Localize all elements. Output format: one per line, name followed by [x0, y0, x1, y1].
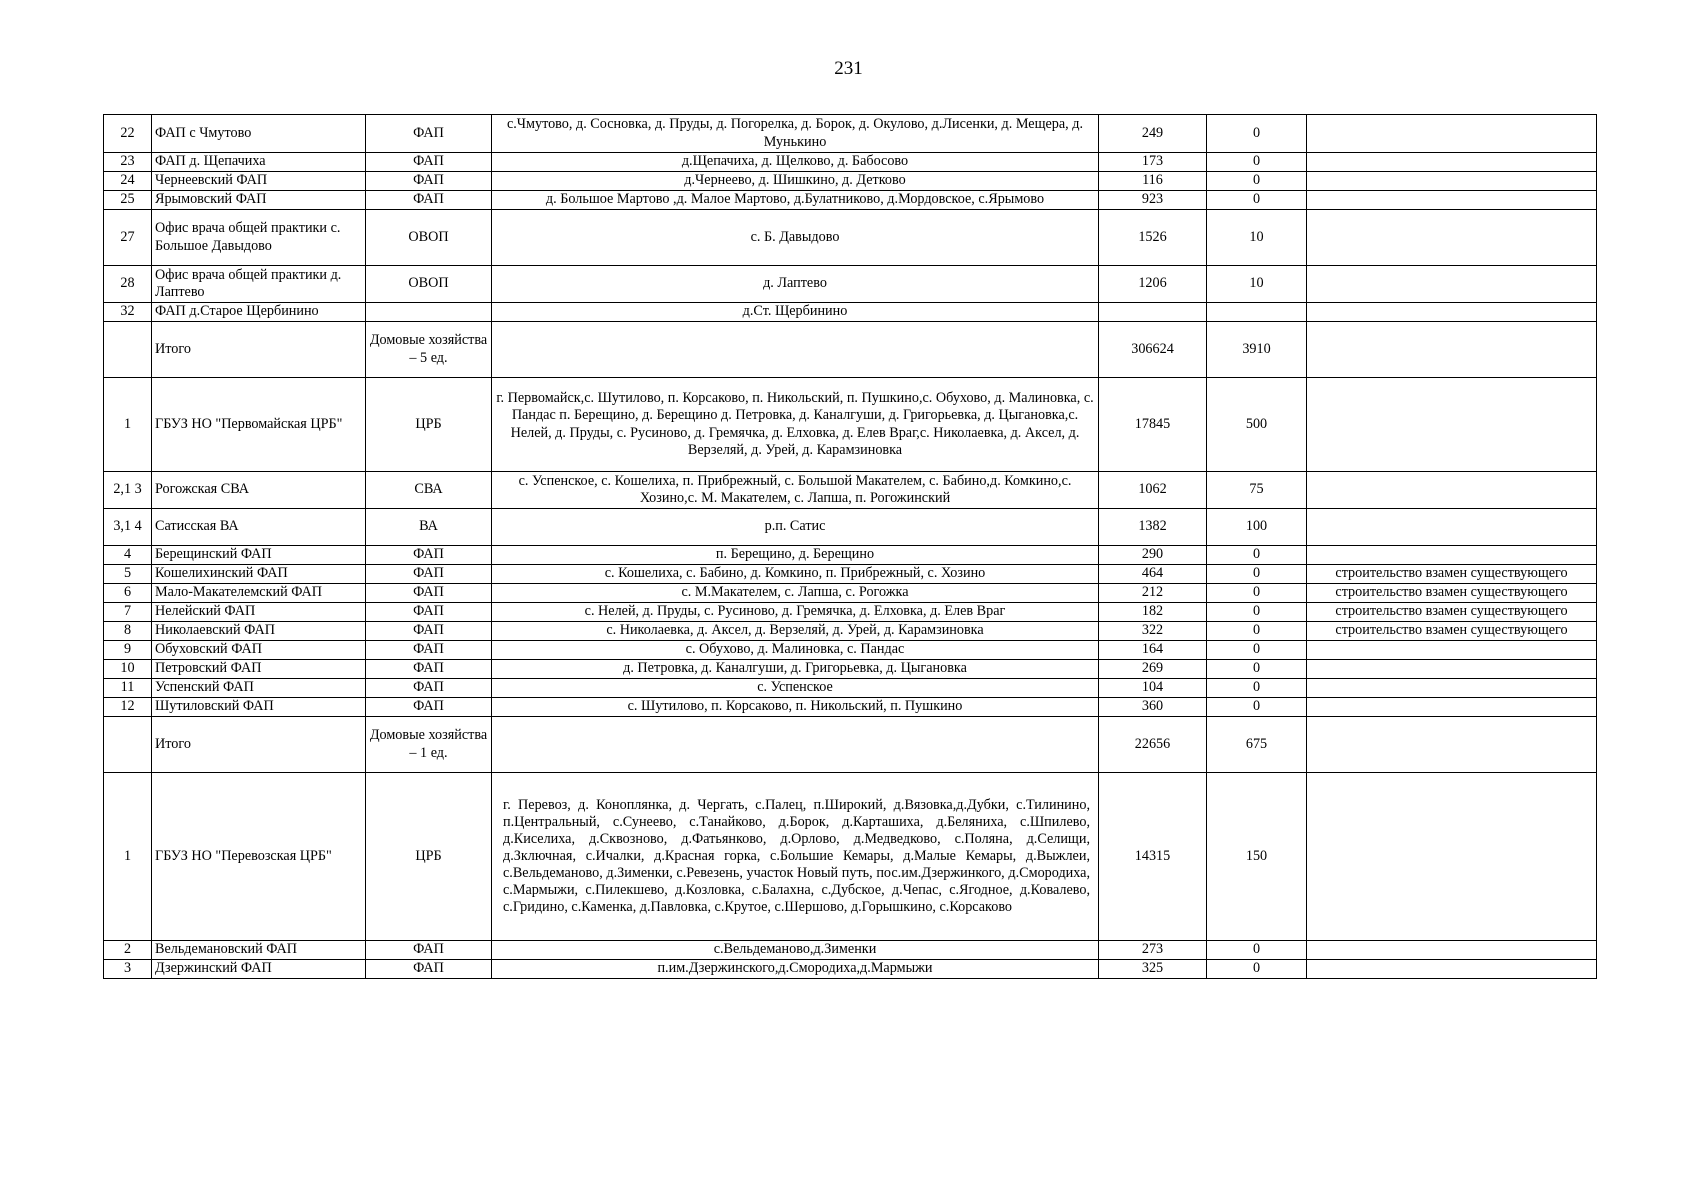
row-number: 23	[104, 153, 152, 172]
facility-type: Домовые хозяйства – 1 ед.	[366, 717, 492, 773]
note-text	[1307, 153, 1597, 172]
note-text	[1307, 266, 1597, 303]
facility-type: ФАП	[366, 641, 492, 660]
facility-name: Берещинский ФАП	[152, 546, 366, 565]
table-row	[104, 191, 1597, 210]
service-area: д.Ст. Щербинино	[492, 303, 1099, 322]
table-row	[104, 773, 1597, 941]
population-value: 1526	[1099, 210, 1207, 266]
beds-value: 150	[1207, 773, 1307, 941]
table-row	[104, 679, 1597, 698]
table-row	[104, 584, 1597, 603]
table-row	[104, 472, 1597, 509]
population-value: 290	[1099, 546, 1207, 565]
service-area: р.п. Сатис	[492, 509, 1099, 546]
note-text	[1307, 322, 1597, 378]
note-text	[1307, 509, 1597, 546]
note-text	[1307, 941, 1597, 960]
note-text	[1307, 210, 1597, 266]
population-value: 182	[1099, 603, 1207, 622]
beds-value: 0	[1207, 941, 1307, 960]
service-area: с. Обухово, д. Малиновка, с. Пандас	[492, 641, 1099, 660]
beds-value: 0	[1207, 641, 1307, 660]
facility-type: Домовые хозяйства – 5 ед.	[366, 322, 492, 378]
service-area: с. М.Макателем, с. Лапша, с. Рогожка	[492, 584, 1099, 603]
row-number: 27	[104, 210, 152, 266]
beds-value: 0	[1207, 546, 1307, 565]
facility-name: Вельдемановский ФАП	[152, 941, 366, 960]
facility-type: ОВОП	[366, 210, 492, 266]
beds-value: 0	[1207, 191, 1307, 210]
note-text: строительство взамен существующего	[1307, 603, 1597, 622]
service-area: с. Успенское, с. Кошелиха, п. Прибрежный, с. Большой Макателем, с. Бабино,д. Комкино,с. Хозино,с. М. Макателем, с. Лапша, п. Рогожинский	[492, 472, 1099, 509]
beds-value	[1207, 303, 1307, 322]
facility-name: Нелейский ФАП	[152, 603, 366, 622]
facility-name: Итого	[152, 717, 366, 773]
beds-value: 0	[1207, 172, 1307, 191]
beds-value: 10	[1207, 210, 1307, 266]
row-number: 3,1 4	[104, 509, 152, 546]
population-value: 249	[1099, 115, 1207, 153]
row-number: 8	[104, 622, 152, 641]
note-text	[1307, 303, 1597, 322]
service-area: д. Большое Мартово ,д. Малое Мартово, д.Булатниково, д.Мордовское, с.Ярымово	[492, 191, 1099, 210]
row-number: 10	[104, 660, 152, 679]
table-row	[104, 941, 1597, 960]
facility-type: ФАП	[366, 546, 492, 565]
population-value: 923	[1099, 191, 1207, 210]
population-value: 22656	[1099, 717, 1207, 773]
facility-type: ФАП	[366, 941, 492, 960]
facility-type: ОВОП	[366, 266, 492, 303]
facility-name: Сатисская ВА	[152, 509, 366, 546]
facility-name: Николаевский ФАП	[152, 622, 366, 641]
beds-value: 100	[1207, 509, 1307, 546]
service-area: д. Петровка, д. Каналгуши, д. Григорьевка, д. Цыгановка	[492, 660, 1099, 679]
table-row	[104, 153, 1597, 172]
service-area: с.Чмутово, д. Сосновка, д. Пруды, д. Погорелка, д. Борок, д. Окулово, д.Лисенки, д. Мещера, д. Мунькино	[492, 115, 1099, 153]
beds-value: 0	[1207, 960, 1307, 979]
table-row	[104, 266, 1597, 303]
service-area: с. Б. Давыдово	[492, 210, 1099, 266]
facility-type: ВА	[366, 509, 492, 546]
population-value: 464	[1099, 565, 1207, 584]
table-row	[104, 378, 1597, 472]
note-text	[1307, 960, 1597, 979]
facility-name: Мало-Макателемский ФАП	[152, 584, 366, 603]
note-text	[1307, 472, 1597, 509]
facility-type: ФАП	[366, 698, 492, 717]
facility-type	[366, 303, 492, 322]
facility-name: Шутиловский ФАП	[152, 698, 366, 717]
table-row	[104, 210, 1597, 266]
service-area: д. Лаптево	[492, 266, 1099, 303]
service-area: с. Успенское	[492, 679, 1099, 698]
note-text	[1307, 378, 1597, 472]
service-area: п.им.Дзержинского,д.Смородиха,д.Мармыжи	[492, 960, 1099, 979]
population-value: 306624	[1099, 322, 1207, 378]
note-text	[1307, 546, 1597, 565]
service-area: г. Первомайск,с. Шутилово, п. Корсаково, п. Никольский, п. Пушкино,с. Обухово, д. Малиновка, с. Пандас п. Берещино, д. Берещино д. Петровка, д. Каналгуши, д. Григорьевка, д. Цыгановка,с. Нелей, д. Пруды, с. Русиново, д. Гремячка, д. Елховка, д. Елев Враг,с. Николаевка, д. Аксел, д. Верзеляй, д. Урей, д. Карамзиновка	[492, 378, 1099, 472]
note-text	[1307, 773, 1597, 941]
table-row	[104, 660, 1597, 679]
row-number: 12	[104, 698, 152, 717]
row-number: 11	[104, 679, 152, 698]
facility-name: Офис врача общей практики с. Большое Давыдово	[152, 210, 366, 266]
row-number: 1	[104, 378, 152, 472]
beds-value: 0	[1207, 565, 1307, 584]
row-number	[104, 322, 152, 378]
page-number: 231	[834, 58, 863, 79]
facility-name: Офис врача общей практики д. Лаптево	[152, 266, 366, 303]
row-number: 22	[104, 115, 152, 153]
population-value: 1206	[1099, 266, 1207, 303]
population-value: 1382	[1099, 509, 1207, 546]
beds-value: 0	[1207, 584, 1307, 603]
row-number	[104, 717, 152, 773]
beds-value: 500	[1207, 378, 1307, 472]
facility-type: ЦРБ	[366, 773, 492, 941]
beds-value: 75	[1207, 472, 1307, 509]
row-number: 3	[104, 960, 152, 979]
service-area: д.Щепачиха, д. Щелково, д. Бабосово	[492, 153, 1099, 172]
beds-value: 0	[1207, 660, 1307, 679]
service-area: с. Кошелиха, с. Бабино, д. Комкино, п. Прибрежный, с. Хозино	[492, 565, 1099, 584]
service-area: п. Берещино, д. Берещино	[492, 546, 1099, 565]
service-area: с. Николаевка, д. Аксел, д. Верзеляй, д. Урей, д. Карамзиновка	[492, 622, 1099, 641]
note-text	[1307, 679, 1597, 698]
table-row	[104, 172, 1597, 191]
population-value: 269	[1099, 660, 1207, 679]
note-text: строительство взамен существующего	[1307, 565, 1597, 584]
population-value: 212	[1099, 584, 1207, 603]
note-text: строительство взамен существующего	[1307, 584, 1597, 603]
row-number: 2,1 3	[104, 472, 152, 509]
table-row	[104, 509, 1597, 546]
service-area: г. Перевоз, д. Коноплянка, д. Чергать, с.Палец, п.Широкий, д.Вязовка,д.Дубки, с.Тилинино, п.Центральный, с.Сунеево, с.Танайково, д.Борок, д.Карташиха, д.Беляниха, с.Шпилево, д.Киселиха, д.Сквозново, д.Фатьянково, д.Орлово, д.Медведково, с.Поляна, д.Селищи, д.Зключная, с.Ичалки, д.Красная горка, с.Большие Кемары, д.Малые Кемары, д.Выжлеи, с.Вельдеманово, д.Зименки, с.Ревезень, участок Новый путь, пос.им.Дзержинкого, д.Смородиха, с.Мармыжи, с.Пилекшево, д.Козловка, с.Балахна, с.Дубское, д.Чепас, с.Ягодное, д.Ковалево, с.Гридино, с.Каменка, д.Павловка, с.Крутое, с.Шершово, д.Горышкино, с.Корсаково	[492, 773, 1099, 941]
note-text	[1307, 641, 1597, 660]
population-value: 173	[1099, 153, 1207, 172]
population-value	[1099, 303, 1207, 322]
row-number: 28	[104, 266, 152, 303]
facility-name: ФАП с Чмутово	[152, 115, 366, 153]
beds-value: 675	[1207, 717, 1307, 773]
row-number: 25	[104, 191, 152, 210]
row-number: 2	[104, 941, 152, 960]
note-text	[1307, 717, 1597, 773]
facility-type: ЦРБ	[366, 378, 492, 472]
beds-value: 0	[1207, 115, 1307, 153]
beds-value: 3910	[1207, 322, 1307, 378]
facility-name: Успенский ФАП	[152, 679, 366, 698]
table-row	[104, 603, 1597, 622]
facility-type: ФАП	[366, 191, 492, 210]
facility-name: Итого	[152, 322, 366, 378]
table-row	[104, 622, 1597, 641]
population-value: 325	[1099, 960, 1207, 979]
table-row	[104, 565, 1597, 584]
service-area	[492, 717, 1099, 773]
service-area: с.Вельдеманово,д.Зименки	[492, 941, 1099, 960]
facility-name: Чернеевский ФАП	[152, 172, 366, 191]
facility-type: ФАП	[366, 603, 492, 622]
facility-name: Кошелихинский ФАП	[152, 565, 366, 584]
note-text	[1307, 660, 1597, 679]
facility-name: ФАП д. Щепачиха	[152, 153, 366, 172]
facility-name: ГБУЗ НО "Первомайская ЦРБ"	[152, 378, 366, 472]
row-number: 24	[104, 172, 152, 191]
row-number: 32	[104, 303, 152, 322]
facility-name: ФАП д.Старое Щербинино	[152, 303, 366, 322]
facility-name: ГБУЗ НО "Перевозская ЦРБ"	[152, 773, 366, 941]
table-row	[104, 960, 1597, 979]
facility-type: ФАП	[366, 115, 492, 153]
beds-value: 0	[1207, 679, 1307, 698]
facility-name: Рогожская СВА	[152, 472, 366, 509]
note-text	[1307, 115, 1597, 153]
population-value: 14315	[1099, 773, 1207, 941]
facility-type: ФАП	[366, 679, 492, 698]
facility-type: ФАП	[366, 660, 492, 679]
row-number: 9	[104, 641, 152, 660]
note-text	[1307, 191, 1597, 210]
row-number: 7	[104, 603, 152, 622]
facility-type: ФАП	[366, 153, 492, 172]
facility-name: Ярымовский ФАП	[152, 191, 366, 210]
population-value: 273	[1099, 941, 1207, 960]
population-value: 116	[1099, 172, 1207, 191]
facility-name: Петровский ФАП	[152, 660, 366, 679]
table-row	[104, 303, 1597, 322]
facility-name: Обуховский ФАП	[152, 641, 366, 660]
table-row	[104, 641, 1597, 660]
table-row	[104, 717, 1597, 773]
note-text: строительство взамен существующего	[1307, 622, 1597, 641]
beds-value: 10	[1207, 266, 1307, 303]
population-value: 322	[1099, 622, 1207, 641]
note-text	[1307, 172, 1597, 191]
beds-value: 0	[1207, 622, 1307, 641]
beds-value: 0	[1207, 698, 1307, 717]
service-area: с. Шутилово, п. Корсаково, п. Никольский, п. Пушкино	[492, 698, 1099, 717]
table-body	[104, 115, 1597, 979]
facility-name: Дзержинский ФАП	[152, 960, 366, 979]
facility-type: ФАП	[366, 565, 492, 584]
beds-value: 0	[1207, 603, 1307, 622]
population-value: 164	[1099, 641, 1207, 660]
table-row	[104, 115, 1597, 153]
table-row	[104, 546, 1597, 565]
facilities-table	[103, 114, 1597, 979]
service-area: с. Нелей, д. Пруды, с. Русиново, д. Гремячка, д. Елховка, д. Елев Враг	[492, 603, 1099, 622]
row-number: 5	[104, 565, 152, 584]
service-area	[492, 322, 1099, 378]
population-value: 1062	[1099, 472, 1207, 509]
facility-type: ФАП	[366, 172, 492, 191]
row-number: 4	[104, 546, 152, 565]
facility-type: ФАП	[366, 622, 492, 641]
note-text	[1307, 698, 1597, 717]
table-row	[104, 698, 1597, 717]
population-value: 360	[1099, 698, 1207, 717]
service-area: д.Чернеево, д. Шишкино, д. Детково	[492, 172, 1099, 191]
row-number: 1	[104, 773, 152, 941]
row-number: 6	[104, 584, 152, 603]
facility-type: ФАП	[366, 960, 492, 979]
facility-type: СВА	[366, 472, 492, 509]
beds-value: 0	[1207, 153, 1307, 172]
table-row	[104, 322, 1597, 378]
facility-type: ФАП	[366, 584, 492, 603]
population-value: 17845	[1099, 378, 1207, 472]
population-value: 104	[1099, 679, 1207, 698]
